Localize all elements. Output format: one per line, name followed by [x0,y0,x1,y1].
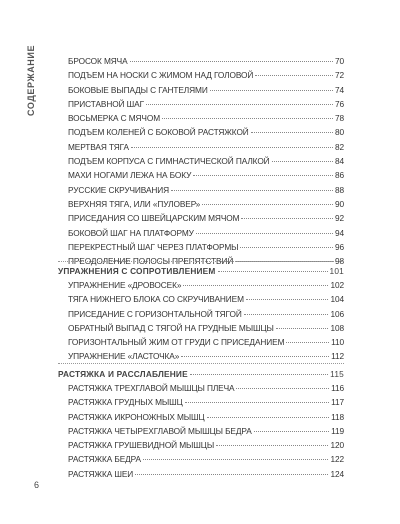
dot-leader [216,444,328,446]
toc-entry[interactable] [68,226,344,240]
toc-entry-page: 98 [334,256,344,267]
dot-leader [244,313,329,315]
toc-entry-page: 110 [331,337,344,348]
toc-entry[interactable] [68,278,344,292]
toc-entry-title: ПОДЪЕМ НА НОСКИ С ЖИМОМ НАД ГОЛОВОЙ [68,70,254,81]
dot-leader [193,174,333,176]
dot-leader [196,232,333,234]
toc-entry-page: 94 [334,227,344,238]
dot-leader [162,117,333,119]
toc-entry[interactable] [68,68,344,82]
dot-leader [190,373,328,375]
toc-entry-page: 116 [331,383,344,393]
toc-entry-page: 70 [334,56,344,66]
section-page: 115 [330,369,344,379]
dot-leader [202,203,333,205]
toc-entry-page: 80 [334,127,344,138]
section-divider [58,261,344,262]
toc-entry[interactable] [68,197,344,211]
toc-entry-title: РАСТЯЖКА БЕДРА [68,454,141,465]
page-number: 6 [34,480,40,490]
toc-entry[interactable] [68,140,344,154]
toc-entry-title: РАСТЯЖКА ГРУШЕВИДНОЙ МЫШЦЫ [68,440,215,451]
toc-entry[interactable] [68,349,344,363]
toc-entry[interactable] [68,307,344,321]
toc-entry-title: ВЕРХНЯЯ ТЯГА, ИЛИ «ПУЛОВЕР» [68,198,201,209]
toc-entry-page: 72 [334,70,344,81]
toc-entry-title: ОБРАТНЫЙ ВЫПАД С ТЯГОЙ НА ГРУДНЫЕ МЫШЦЫ [68,322,274,333]
toc-entry-page: 118 [331,411,344,422]
toc-entry-title: ПРЕОДОЛЕНИЕ ПОЛОСЫ ПРЕПЯТСТВИЙ [68,256,234,267]
toc-entry[interactable] [68,54,344,68]
toc-entry-title: РАСТЯЖКА ТРЕХГЛАВОЙ МЫШЦЫ ПЛЕЧА [68,383,235,393]
toc-entry-page: 112 [331,351,344,362]
toc-entry-page: 90 [334,198,344,209]
toc-entry[interactable] [68,410,344,424]
toc-entry[interactable] [68,183,344,197]
toc-entry-title: МЕРТВАЯ ТЯГА [68,141,129,152]
toc-entry-title: БОКОВЫЕ ВЫПАДЫ С ГАНТЕЛЯМИ [68,84,208,95]
dot-leader [254,430,329,432]
section-title: РАСТЯЖКА И РАССЛАБЛЕНИЕ [58,369,188,379]
toc-entry[interactable] [68,467,344,481]
dot-leader [135,473,328,475]
toc-entry-page: 96 [334,241,344,252]
toc-entry-title: РАСТЯЖКА ГРУДНЫХ МЫШЦ [68,397,183,408]
toc-entry-title: ПОДЪЕМ КОЛЕНЕЙ С БОКОВОЙ РАСТЯЖКОЙ [68,127,249,138]
toc-entry-page: 124 [330,468,344,479]
toc-entry-title: ПРИСЕДАНИЯ СО ШВЕЙЦАРСКИМ МЯЧОМ [68,213,240,224]
section-page: 101 [329,266,344,276]
toc-entry-title: МАХИ НОГАМИ ЛЕЖА НА БОКУ [68,170,192,181]
toc-entry[interactable] [68,111,344,125]
toc-entry[interactable] [68,321,344,335]
toc-entry[interactable] [68,211,344,225]
toc-entry-title: ПОДЪЕМ КОРПУСА С ГИМНАСТИЧЕСКОЙ ПАЛКОЙ [68,156,270,167]
dot-leader [130,60,333,62]
dot-leader [210,89,333,91]
toc-entry[interactable] [68,292,344,306]
toc-entry-page: 76 [334,98,344,109]
toc-entry-page: 104 [330,294,344,305]
toc-entry-page: 106 [330,308,344,319]
section-heading[interactable] [58,266,344,276]
dot-leader [146,103,333,105]
toc-entry[interactable] [68,97,344,111]
section-title: УПРАЖНЕНИЯ С СОПРОТИВЛЕНИЕМ [58,266,216,276]
toc-entry-title: БРОСОК МЯЧА [68,56,128,66]
toc-group-1 [68,54,344,268]
dot-leader [240,246,333,248]
side-section-label: СОДЕРЖАНИЕ [26,44,36,116]
toc-entry[interactable] [68,125,344,139]
dot-leader [286,341,329,343]
dot-leader [246,298,329,300]
toc-entry[interactable] [68,452,344,466]
toc-entry-page: 119 [331,425,344,436]
toc-entry[interactable] [68,438,344,452]
toc-entry-page: 82 [334,141,344,152]
toc-group-2 [68,278,344,364]
toc-entry-title: БОКОВОЙ ШАГ НА ПЛАТФОРМУ [68,227,194,238]
dot-leader [272,160,333,162]
dot-leader [218,270,328,272]
dot-leader [241,217,333,219]
toc-entry[interactable] [68,395,344,409]
toc-entry-page: 86 [334,170,344,181]
dot-leader [181,355,329,357]
toc-entry-title: УПРАЖНЕНИЕ «ЛАСТОЧКА» [68,351,180,362]
toc-entry-title: РАСТЯЖКА ИКРОНОЖНЫХ МЫШЦ [68,411,205,422]
toc-entry[interactable] [68,381,344,395]
toc-entry-title: ТЯГА НИЖНЕГО БЛОКА СО СКРУЧИВАНИЕМ [68,294,244,305]
dot-leader [276,327,329,329]
toc-entry-page: 92 [334,213,344,224]
toc-entry[interactable] [68,154,344,168]
toc-entry[interactable] [68,424,344,438]
dot-leader [183,284,328,286]
toc-entry[interactable] [68,335,344,349]
toc-group-3 [68,381,344,481]
dot-leader [255,74,333,76]
toc-entry-title: ПРИСТАВНОЙ ШАГ [68,98,144,109]
section-heading[interactable] [58,369,344,379]
dot-leader [131,146,333,148]
toc-entry-title: ВОСЬМЕРКА С МЯЧОМ [68,113,161,124]
toc-entry-title: РАСТЯЖКА ЧЕТЫРЕХГЛАВОЙ МЫШЦЫ БЕДРА [68,425,252,436]
toc-entry-page: 120 [330,440,344,451]
dot-leader [171,189,333,191]
dot-leader [185,401,329,403]
toc-entry-page: 84 [334,156,344,167]
toc-entry-page: 108 [330,322,344,333]
toc-entry-page: 88 [334,184,344,195]
dot-leader [236,387,329,389]
dot-leader [143,458,328,460]
dot-leader [251,131,333,133]
toc-entry-title: ПЕРЕКРЕСТНЫЙ ШАГ ЧЕРЕЗ ПЛАТФОРМЫ [68,241,239,252]
toc-entry-page: 117 [331,397,344,408]
toc-entry-title: РАСТЯЖКА ШЕИ [68,468,134,479]
toc-entry-page: 78 [334,113,344,124]
toc-entry[interactable] [68,83,344,97]
toc-entry-page: 102 [330,280,344,290]
dot-leader [207,416,330,418]
toc-entry[interactable] [68,168,344,182]
toc-entry-title: ПРИСЕДАНИЕ С ГОРИЗОНТАЛЬНОЙ ТЯГОЙ [68,308,242,319]
toc-entry-page: 74 [334,84,344,95]
toc-entry-title: УПРАЖНЕНИЕ «ДРОВОСЕК» [68,280,182,290]
toc-entry[interactable] [68,240,344,254]
section-divider [58,363,344,364]
toc-entry-title: ГОРИЗОНТАЛЬНЫЙ ЖИМ ОТ ГРУДИ С ПРИСЕДАНИЕМ [68,337,285,348]
toc-entry-title: РУССКИЕ СКРУЧИВАНИЯ [68,184,170,195]
toc-entry-page: 122 [330,454,344,465]
